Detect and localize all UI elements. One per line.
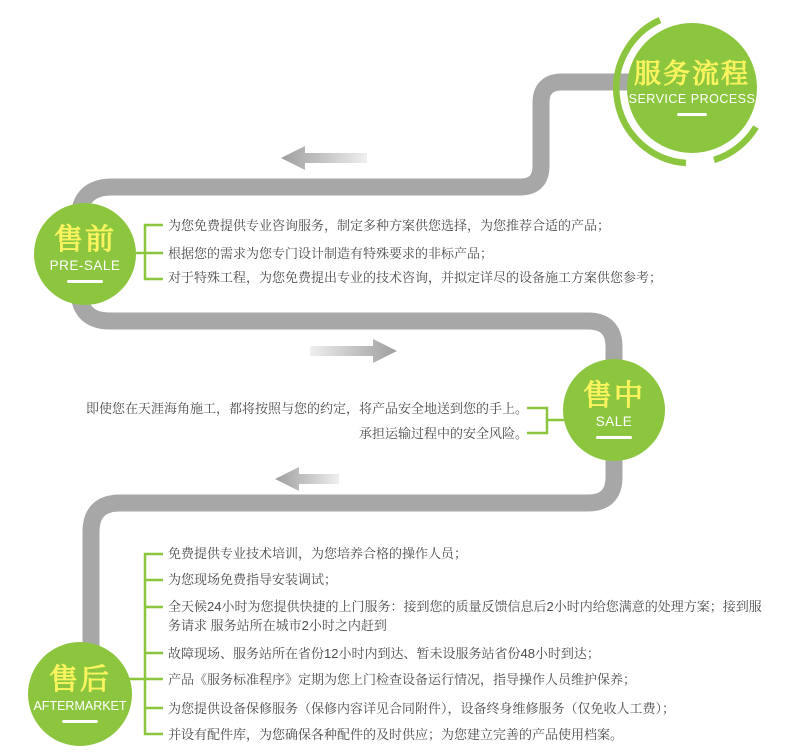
aftermarket-bullet: 产品《服务标准程序》定期为您上门检查设备运行情况，指导操作人员维护保养； <box>168 672 637 687</box>
aftermarket-bullet: 为您提供设备保修服务（保修内容详见合同附件），设备终身维修服务（仅免收人工费）； <box>168 701 676 716</box>
stage-circle-sale <box>563 359 665 461</box>
stage-underline <box>596 436 632 439</box>
presale-bullet: 对于特殊工程，为您免费提出专业的技术咨询，并拟定详尽的设备施工方案供您参考； <box>168 270 663 285</box>
stage-subtitle: AFTERMARKET <box>33 698 127 713</box>
page-subtitle: SERVICE PROCESS <box>628 91 756 106</box>
sale-bullet: 即使您在天涯海角施工，都将按照与您的约定，将产品安全地送到您的手上。 <box>85 401 528 416</box>
title-circle <box>627 23 757 153</box>
sale-bullet: 承担运输过程中的安全风险。 <box>358 426 528 441</box>
aftermarket-bullet: 为您现场免费指导安装调试； <box>168 572 338 587</box>
arrow-right-icon <box>310 339 397 363</box>
stage-title: 售中 <box>582 379 645 412</box>
aftermarket-bullet: 故障现场、服务站所在省份12小时内到达、暂未设服务站省份48小时到达； <box>168 646 600 661</box>
stage-circle-aftermarket <box>28 642 132 746</box>
stage-circle-presale <box>34 203 136 305</box>
aftermarket-bullet: 全天候24小时为您提供快捷的上门服务：接到您的质量反馈信息后2小时内给您满意的处理方案；接到服务请求 服务站所在城市2小时之内赶到 <box>168 599 762 633</box>
presale-bracket <box>136 225 163 279</box>
stage-underline <box>62 720 98 723</box>
title-underline <box>677 113 707 116</box>
aftermarket-bullet: 免费提供专业技术培训，为您培养合格的操作人员； <box>168 546 468 561</box>
presale-bullet: 根据您的需求为您专门设计制造有特殊要求的非标产品； <box>168 246 494 261</box>
page-title: 服务流程 <box>634 59 750 90</box>
stage-underline <box>67 280 103 283</box>
sale-bracket <box>527 408 564 433</box>
aftermarket-bracket <box>128 554 163 734</box>
stage-title: 售后 <box>48 664 111 697</box>
aftermarket-bullet: 并设有配件库，为您确保各种配件的及时供应；为您建立完善的产品使用档案。 <box>168 727 624 742</box>
arrow-left-icon <box>275 467 339 491</box>
stage-subtitle: PRE-SALE <box>49 258 121 274</box>
stage-subtitle: SALE <box>595 414 633 430</box>
arrow-left-icon <box>281 146 367 170</box>
presale-bullet: 为您免费提供专业咨询服务，制定多种方案供您选择，为您推荐合适的产品； <box>168 218 611 233</box>
stage-title: 售前 <box>53 223 116 256</box>
